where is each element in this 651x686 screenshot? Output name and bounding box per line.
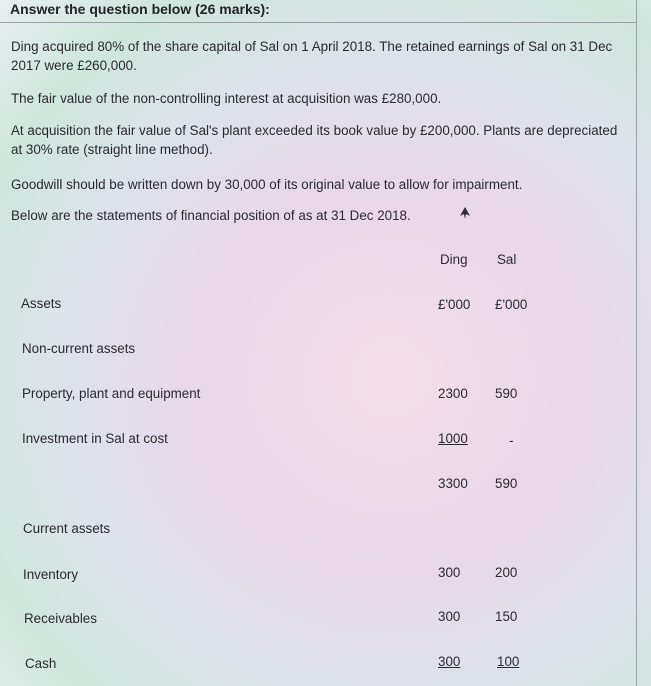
column-header-ding: Ding [440,252,468,267]
table-cell-sal: 100 [497,654,520,669]
table-row-label: Non-current assets [22,341,136,356]
table-cell-ding: 2300 [438,386,468,401]
table-row-label: Inventory [23,567,79,582]
paragraph-plant: At acquisition the fair value of Sal's plant exceeded its book value by £200,000. Plants are depreciated at 30% rate (straight line method). [11,123,618,157]
table-cell-sal: £'000 [495,297,528,312]
table-row-label: Current assets [23,521,111,536]
heading-divider [0,22,636,23]
table-row-label: Receivables [24,611,97,626]
table-cell-sal: 590 [495,386,518,401]
table-cell-ding: 1000 [438,431,468,446]
question-heading: Answer the question below (26 marks): [10,1,270,17]
paragraph-statements: Below are the statements of financial position of as at 31 Dec 2018. [11,208,411,223]
paragraph-nci: The fair value of the non-controlling interest at acquisition was £280,000. [11,91,442,106]
table-cell-ding: 300 [438,609,461,624]
table-cell-sal: - [509,433,514,448]
table-row-label: Investment in Sal at cost [22,431,168,446]
paragraph-acquisition: Ding acquired 80% of the share capital of Sal on 1 April 2018. The retained earnings of Sal on 31 Dec 2017 were £260,000. [11,39,613,73]
column-header-sal: Sal [497,252,517,267]
table-cell-sal: 150 [495,609,518,624]
table-cell-ding: £'000 [438,297,471,312]
table-row-label: Cash [25,656,57,671]
table-cell-ding: 3300 [438,476,468,491]
table-cell-ding: 300 [438,654,461,669]
table-row-label: Property, plant and equipment [22,386,201,401]
mouse-pointer-icon [460,207,470,219]
table-row-label: Assets [21,296,62,311]
table-cell-sal: 200 [495,565,518,580]
table-cell-sal: 590 [495,476,518,491]
table-cell-ding: 300 [438,565,461,580]
paragraph-goodwill: Goodwill should be written down by 30,000 of its original value to allow for impairment. [11,177,523,192]
